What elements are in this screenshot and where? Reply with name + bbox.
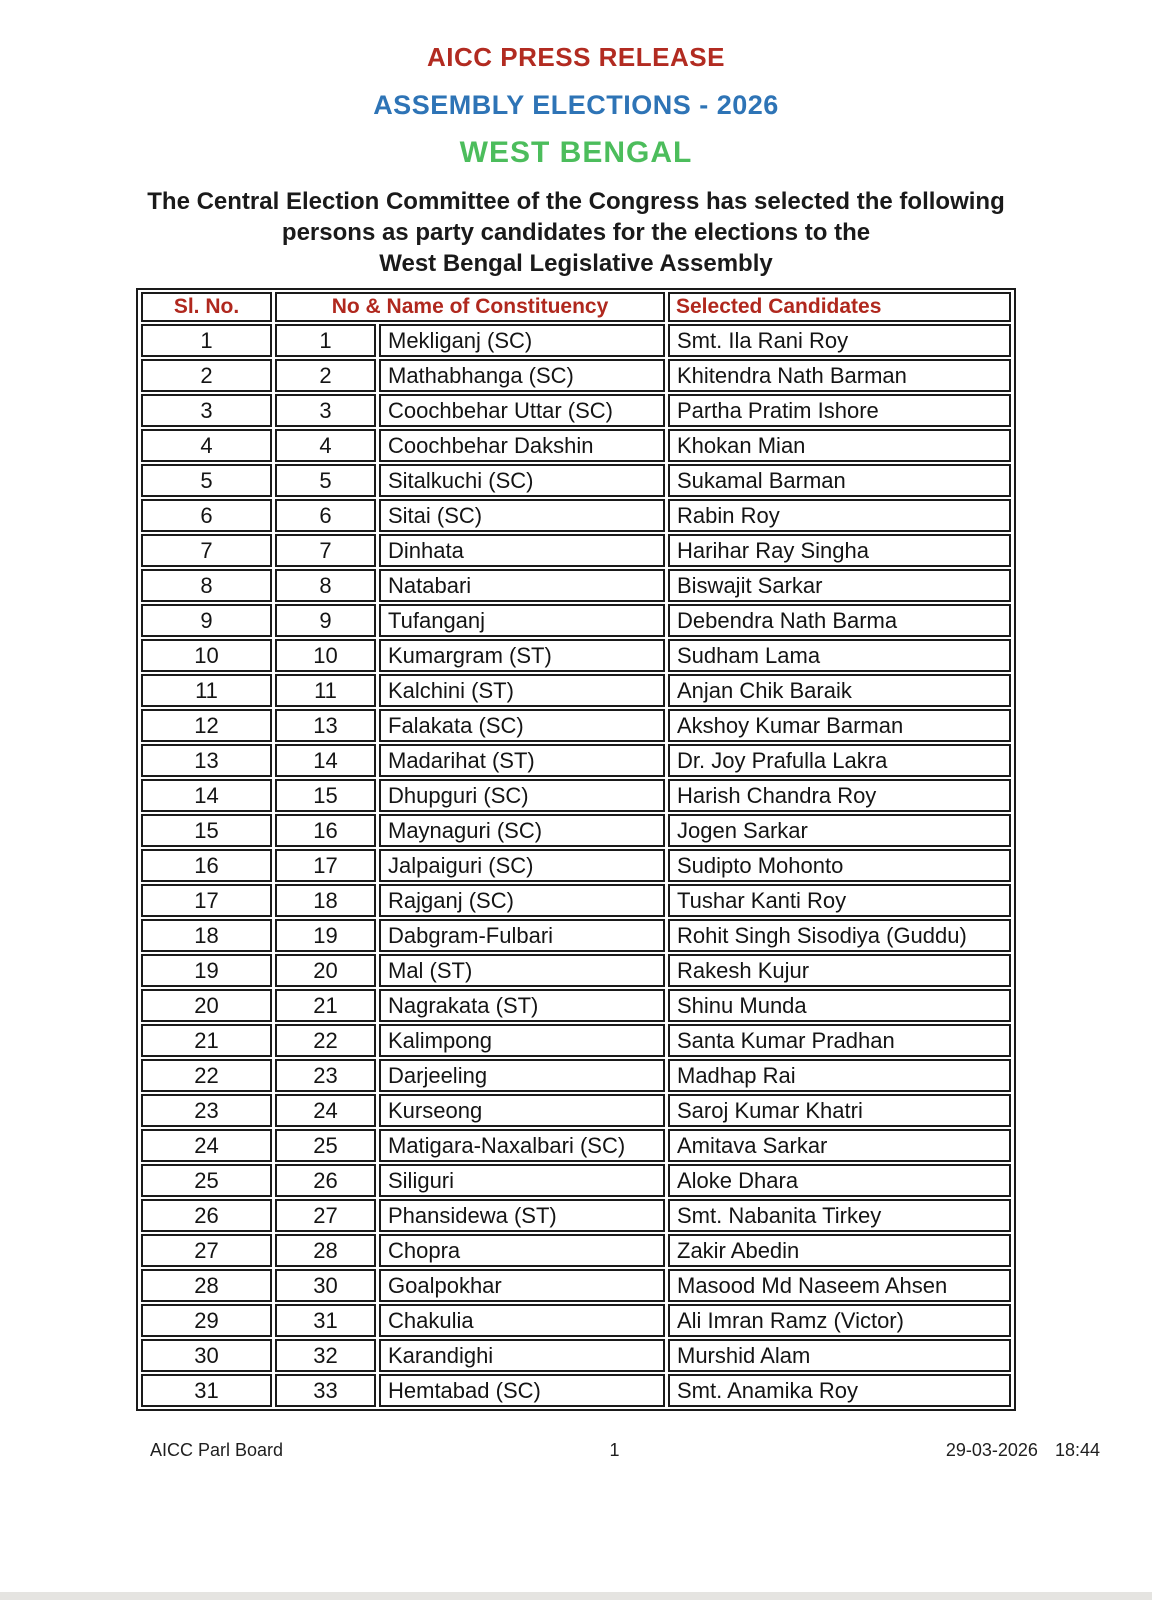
cell-sl-no: 23 <box>141 1094 272 1127</box>
table-row <box>141 884 1011 917</box>
cell-constituency-no: 18 <box>275 884 376 917</box>
col-header-sl-no: Sl. No. <box>141 292 272 322</box>
cell-candidate: Saroj Kumar Khatri <box>668 1094 1011 1127</box>
table-row <box>141 1024 1011 1057</box>
cell-candidate: Sukamal Barman <box>668 464 1011 497</box>
cell-candidate: Rabin Roy <box>668 499 1011 532</box>
cell-constituency-no: 17 <box>275 849 376 882</box>
cell-candidate: Smt. Ila Rani Roy <box>668 324 1011 357</box>
cell-candidate: Jogen Sarkar <box>668 814 1011 847</box>
table-row <box>141 1304 1011 1337</box>
cell-candidate: Santa Kumar Pradhan <box>668 1024 1011 1057</box>
cell-sl-no: 13 <box>141 744 272 777</box>
cell-sl-no: 7 <box>141 534 272 567</box>
cell-constituency-no: 6 <box>275 499 376 532</box>
cell-constituency-name: Mathabhanga (SC) <box>379 359 665 392</box>
cell-candidate: Sudipto Mohonto <box>668 849 1011 882</box>
table-row <box>141 534 1011 567</box>
cell-constituency-no: 2 <box>275 359 376 392</box>
cell-candidate: Biswajit Sarkar <box>668 569 1011 602</box>
cell-candidate: Smt. Anamika Roy <box>668 1374 1011 1407</box>
table-row <box>141 639 1011 672</box>
cell-sl-no: 21 <box>141 1024 272 1057</box>
cell-constituency-name: Kumargram (ST) <box>379 639 665 672</box>
table-row <box>141 1339 1011 1372</box>
table-row <box>141 814 1011 847</box>
bottom-strip <box>0 1592 1152 1600</box>
cell-candidate: Madhap Rai <box>668 1059 1011 1092</box>
cell-constituency-no: 31 <box>275 1304 376 1337</box>
cell-constituency-name: Coochbehar Dakshin <box>379 429 665 462</box>
cell-candidate: Shinu Munda <box>668 989 1011 1022</box>
cell-constituency-name: Tufanganj <box>379 604 665 637</box>
table-row <box>141 464 1011 497</box>
assembly-elections-subtitle: ASSEMBLY ELECTIONS - 2026 <box>373 90 779 120</box>
cell-constituency-name: Madarihat (ST) <box>379 744 665 777</box>
footer-time: 18:44 <box>1054 1440 1100 1460</box>
table-row <box>141 989 1011 1022</box>
table-row <box>141 744 1011 777</box>
table-row <box>141 394 1011 427</box>
footer-page-number: 1 <box>609 1440 620 1460</box>
cell-candidate: Ali Imran Ramz (Victor) <box>668 1304 1011 1337</box>
cell-candidate: Murshid Alam <box>668 1339 1011 1372</box>
cell-sl-no: 6 <box>141 499 272 532</box>
cell-candidate: Khitendra Nath Barman <box>668 359 1011 392</box>
cell-sl-no: 19 <box>141 954 272 987</box>
cell-constituency-name: Goalpokhar <box>379 1269 665 1302</box>
cell-candidate: Rakesh Kujur <box>668 954 1011 987</box>
cell-constituency-name: Chakulia <box>379 1304 665 1337</box>
cell-constituency-name: Hemtabad (SC) <box>379 1374 665 1407</box>
cell-sl-no: 8 <box>141 569 272 602</box>
col-header-constituency: No & Name of Constituency <box>275 292 665 322</box>
cell-constituency-no: 11 <box>275 674 376 707</box>
table-row <box>141 1234 1011 1267</box>
cell-constituency-name: Kurseong <box>379 1094 665 1127</box>
cell-constituency-no: 32 <box>275 1339 376 1372</box>
cell-constituency-no: 20 <box>275 954 376 987</box>
cell-constituency-no: 24 <box>275 1094 376 1127</box>
cell-constituency-no: 4 <box>275 429 376 462</box>
cell-constituency-name: Darjeeling <box>379 1059 665 1092</box>
cell-constituency-no: 10 <box>275 639 376 672</box>
cell-constituency-name: Dinhata <box>379 534 665 567</box>
table-row <box>141 919 1011 952</box>
table-row <box>141 604 1011 637</box>
cell-constituency-no: 1 <box>275 324 376 357</box>
cell-sl-no: 11 <box>141 674 272 707</box>
title-block <box>0 0 1152 170</box>
table-row <box>141 324 1011 357</box>
cell-constituency-name: Natabari <box>379 569 665 602</box>
cell-candidate: Akshoy Kumar Barman <box>668 709 1011 742</box>
cell-constituency-no: 3 <box>275 394 376 427</box>
cell-sl-no: 10 <box>141 639 272 672</box>
cell-constituency-no: 9 <box>275 604 376 637</box>
cell-constituency-no: 28 <box>275 1234 376 1267</box>
cell-sl-no: 15 <box>141 814 272 847</box>
footer-left-text: AICC Parl Board <box>150 1440 284 1460</box>
cell-sl-no: 22 <box>141 1059 272 1092</box>
cell-constituency-name: Kalimpong <box>379 1024 665 1057</box>
cell-sl-no: 20 <box>141 989 272 1022</box>
cell-constituency-no: 25 <box>275 1129 376 1162</box>
table-row <box>141 1094 1011 1127</box>
cell-constituency-name: Coochbehar Uttar (SC) <box>379 394 665 427</box>
state-heading: WEST BENGAL <box>459 136 693 169</box>
cell-candidate: Masood Md Naseem Ahsen <box>668 1269 1011 1302</box>
cell-constituency-no: 19 <box>275 919 376 952</box>
table-row <box>141 849 1011 882</box>
intro-paragraph <box>136 186 1016 279</box>
table-row <box>141 1199 1011 1232</box>
cell-constituency-name: Chopra <box>379 1234 665 1267</box>
cell-candidate: Khokan Mian <box>668 429 1011 462</box>
cell-constituency-name: Phansidewa (ST) <box>379 1199 665 1232</box>
cell-constituency-name: Mekliganj (SC) <box>379 324 665 357</box>
cell-constituency-name: Siliguri <box>379 1164 665 1197</box>
table-row <box>141 1129 1011 1162</box>
cell-sl-no: 5 <box>141 464 272 497</box>
cell-constituency-no: 30 <box>275 1269 376 1302</box>
cell-sl-no: 1 <box>141 324 272 357</box>
cell-constituency-name: Jalpaiguri (SC) <box>379 849 665 882</box>
cell-constituency-name: Falakata (SC) <box>379 709 665 742</box>
cell-constituency-no: 22 <box>275 1024 376 1057</box>
cell-sl-no: 25 <box>141 1164 272 1197</box>
intro-line: West Bengal Legislative Assembly <box>379 250 773 277</box>
cell-sl-no: 29 <box>141 1304 272 1337</box>
cell-constituency-no: 15 <box>275 779 376 812</box>
table-row <box>141 569 1011 602</box>
cell-sl-no: 28 <box>141 1269 272 1302</box>
cell-constituency-name: Mal (ST) <box>379 954 665 987</box>
cell-constituency-no: 27 <box>275 1199 376 1232</box>
cell-candidate: Rohit Singh Sisodiya (Guddu) <box>668 919 1011 952</box>
cell-constituency-name: Matigara-Naxalbari (SC) <box>379 1129 665 1162</box>
table-row <box>141 1164 1011 1197</box>
cell-sl-no: 12 <box>141 709 272 742</box>
press-release-title: AICC PRESS RELEASE <box>427 42 725 72</box>
cell-constituency-name: Maynaguri (SC) <box>379 814 665 847</box>
cell-sl-no: 27 <box>141 1234 272 1267</box>
cell-candidate: Anjan Chik Baraik <box>668 674 1011 707</box>
footer-datetime <box>946 1440 1100 1461</box>
cell-constituency-name: Nagrakata (ST) <box>379 989 665 1022</box>
cell-sl-no: 26 <box>141 1199 272 1232</box>
cell-candidate: Smt. Nabanita Tirkey <box>668 1199 1011 1232</box>
cell-constituency-no: 33 <box>275 1374 376 1407</box>
table-row <box>141 1059 1011 1092</box>
table-row <box>141 1269 1011 1302</box>
table-header-row <box>141 292 1011 322</box>
cell-sl-no: 9 <box>141 604 272 637</box>
cell-constituency-no: 26 <box>275 1164 376 1197</box>
table-row <box>141 359 1011 392</box>
cell-sl-no: 18 <box>141 919 272 952</box>
table-row <box>141 954 1011 987</box>
cell-constituency-no: 7 <box>275 534 376 567</box>
content-area <box>136 288 1016 1411</box>
table-row <box>141 429 1011 462</box>
cell-sl-no: 16 <box>141 849 272 882</box>
cell-constituency-no: 16 <box>275 814 376 847</box>
cell-sl-no: 4 <box>141 429 272 462</box>
footer <box>0 1440 1152 1461</box>
col-header-selected-candidates: Selected Candidates <box>668 292 1011 322</box>
cell-constituency-name: Dabgram-Fulbari <box>379 919 665 952</box>
footer-date: 29-03-2026 <box>945 1440 1038 1460</box>
cell-candidate: Tushar Kanti Roy <box>668 884 1011 917</box>
table-row <box>141 1374 1011 1407</box>
cell-candidate: Dr. Joy Prafulla Lakra <box>668 744 1011 777</box>
cell-sl-no: 24 <box>141 1129 272 1162</box>
cell-sl-no: 31 <box>141 1374 272 1407</box>
cell-candidate: Harihar Ray Singha <box>668 534 1011 567</box>
cell-constituency-no: 23 <box>275 1059 376 1092</box>
cell-constituency-no: 5 <box>275 464 376 497</box>
cell-candidate: Harish Chandra Roy <box>668 779 1011 812</box>
cell-candidate: Aloke Dhara <box>668 1164 1011 1197</box>
table-row <box>141 779 1011 812</box>
cell-sl-no: 2 <box>141 359 272 392</box>
cell-constituency-no: 8 <box>275 569 376 602</box>
cell-constituency-name: Rajganj (SC) <box>379 884 665 917</box>
cell-sl-no: 30 <box>141 1339 272 1372</box>
cell-sl-no: 14 <box>141 779 272 812</box>
cell-candidate: Sudham Lama <box>668 639 1011 672</box>
cell-constituency-name: Sitalkuchi (SC) <box>379 464 665 497</box>
intro-line: The Central Election Committee of the Congress has selected the following <box>147 188 1005 215</box>
cell-sl-no: 3 <box>141 394 272 427</box>
cell-candidate: Partha Pratim Ishore <box>668 394 1011 427</box>
cell-candidate: Zakir Abedin <box>668 1234 1011 1267</box>
table-row <box>141 709 1011 742</box>
cell-constituency-no: 21 <box>275 989 376 1022</box>
table-row <box>141 674 1011 707</box>
cell-constituency-name: Karandighi <box>379 1339 665 1372</box>
candidates-table-body <box>141 324 1011 1407</box>
cell-constituency-name: Sitai (SC) <box>379 499 665 532</box>
intro-line: persons as party candidates for the elections to the <box>281 219 871 246</box>
cell-constituency-no: 14 <box>275 744 376 777</box>
table-row <box>141 499 1011 532</box>
cell-constituency-name: Kalchini (ST) <box>379 674 665 707</box>
cell-constituency-name: Dhupguri (SC) <box>379 779 665 812</box>
cell-sl-no: 17 <box>141 884 272 917</box>
cell-candidate: Amitava Sarkar <box>668 1129 1011 1162</box>
cell-candidate: Debendra Nath Barma <box>668 604 1011 637</box>
candidates-table <box>136 288 1016 1411</box>
cell-constituency-no: 13 <box>275 709 376 742</box>
